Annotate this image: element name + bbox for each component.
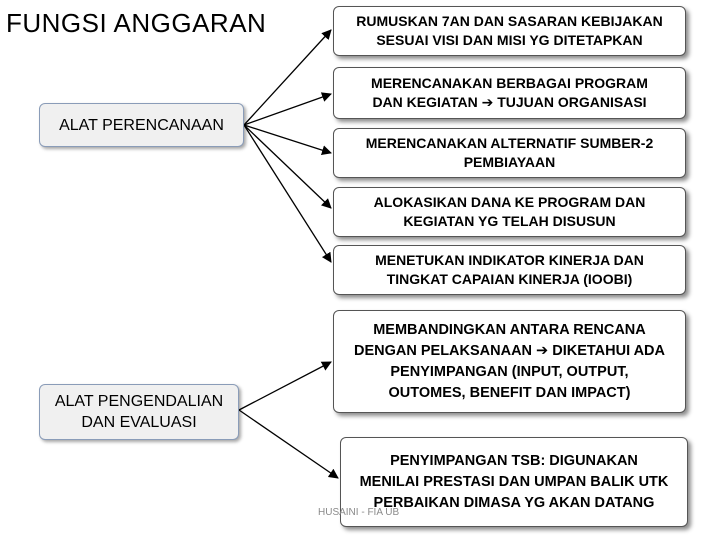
function-box-2 [333,67,686,119]
function-box-6 [333,310,686,413]
box-2-line-2: DAN KEGIATAN ➔ TUJUAN ORGANISASI [372,94,647,110]
planning-tool-label: ALAT PERENCANAAN [59,116,224,134]
box-1-line-2: SESUAI VISI DAN MISI YG DITETAPKAN [376,32,643,48]
box-7-line-1: PENYIMPANGAN TSB: DIGUNAKAN [390,452,638,469]
box-3-line-1: MERENCANAKAN ALTERNATIF SUMBER-2 [365,135,654,151]
footer-credit: HUSAINI - FIA UB [318,507,400,518]
arrow-to-box-3 [244,125,331,153]
control-tool-label-line-1: ALAT PENGENDALIAN [54,393,224,410]
page-title: FUNGSI ANGGARAN [6,8,267,38]
arrow-to-box-1 [244,30,331,125]
box-4-line-1: ALOKASIKAN DANA KE PROGRAM DAN [373,194,646,210]
function-box-4 [333,187,686,237]
function-box-5 [333,245,686,295]
box-6-line-1: MEMBANDINGKAN ANTARA RENCANA [373,321,646,338]
box-3-line-2: PEMBIAYAAN [463,154,556,170]
box-1-line-1: RUMUSKAN 7AN DAN SASARAN KEBIJAKAN [356,13,663,29]
box-7-line-3: PERBAIKAN DIMASA YG AKAN DATANG [373,494,655,511]
planning-tool-box [39,103,244,147]
box-2-line-1: MERENCANAKAN BERBAGAI PROGRAM [371,75,648,91]
arrow-to-box-5 [244,125,331,262]
arrow-to-box-2 [244,94,331,125]
box-6-line-3: PENYIMPANGAN (INPUT, OUTPUT, [390,363,629,380]
arrow-to-box-7 [239,410,338,478]
box-5-line-2: TINGKAT CAPAIAN KINERJA (IOOBI) [386,271,633,287]
box-6-line-2: DENGAN PELAKSANAAN ➔ DIKETAHUI ADA [353,342,665,359]
control-tool-label-line-2: DAN EVALUASI [81,414,197,431]
arrow-to-box-6 [239,362,331,410]
box-5-line-1: MENETUKAN INDIKATOR KINERJA DAN [375,252,644,268]
box-4-line-2: KEGIATAN YG TELAH DISUSUN [403,213,616,229]
control-evaluation-tool-box [39,384,239,440]
arrow-to-box-4 [244,125,331,208]
function-box-1 [333,6,686,56]
function-box-3 [333,128,686,178]
box-6-line-4: OUTOMES, BENEFIT DAN IMPACT) [388,384,631,401]
box-7-line-2: MENILAI PRESTASI DAN UMPAN BALIK UTK [359,473,669,490]
